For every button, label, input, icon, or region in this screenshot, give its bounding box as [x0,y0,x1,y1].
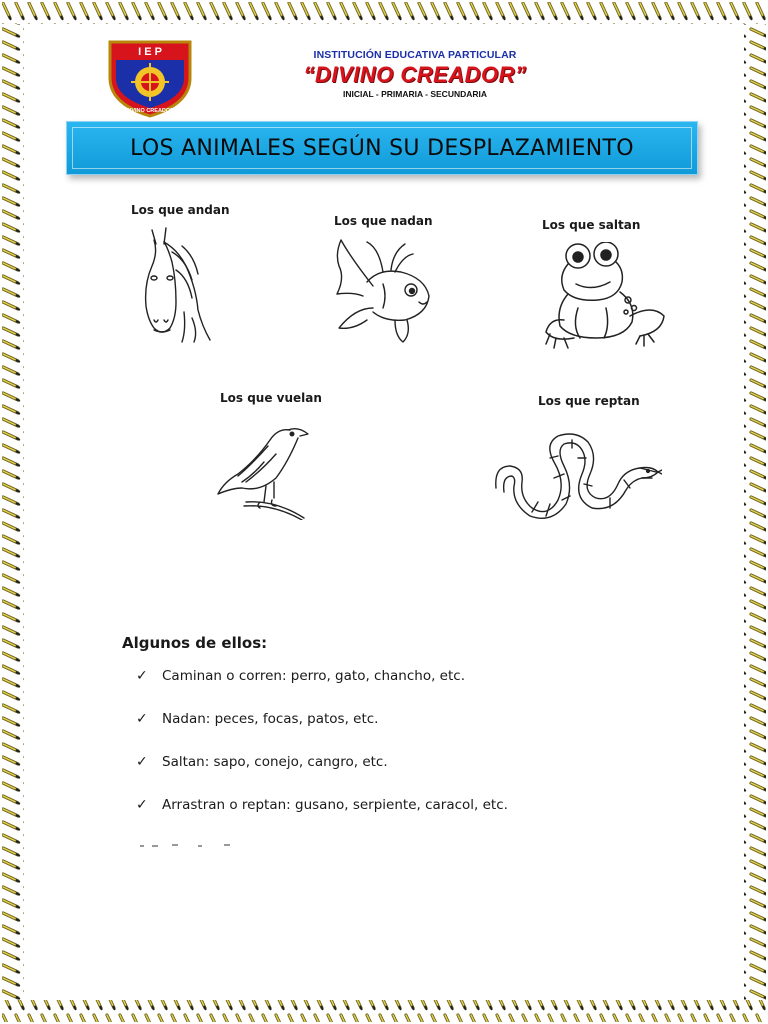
bird-icon [216,418,314,520]
checkmark-icon: ✓ [136,668,148,684]
frog-icon [544,242,668,352]
school-name: “DIVINO CREADOR” [303,62,527,87]
list-item [136,797,508,840]
cut-off-text-fragment [138,842,238,848]
list-item [136,711,508,754]
snake-icon [492,428,662,522]
school-levels: INICIAL - PRIMARIA - SECUNDARIA [342,89,488,99]
examples-list [136,668,508,840]
caption-swim: Los que nadan [334,214,433,228]
horse-icon [132,222,220,346]
checkmark-icon: ✓ [136,711,148,727]
school-type: INSTITUCIÓN EDUCATIVA PARTICULAR [313,49,517,61]
badge-motto: "DIVINO CREADOR" [123,108,177,114]
fish-icon [333,236,433,344]
list-item-text: Nadan: peces, focas, patos, etc. [162,711,379,727]
caption-crawl: Los que reptan [538,394,640,408]
caption-walk: Los que andan [131,203,230,217]
caption-jump: Los que saltan [542,218,641,232]
list-item-text: Arrastran o reptan: gusano, serpiente, caracol, etc. [162,797,508,813]
caption-fly: Los que vuelan [220,391,322,405]
school-header [250,49,580,99]
badge-letters: I E P [138,46,162,58]
list-item [136,668,508,711]
examples-heading: Algunos de ellos: [122,634,268,652]
title-banner [66,121,698,175]
school-logo [106,38,194,118]
list-item-text: Caminan o corren: perro, gato, chancho, etc. [162,668,465,684]
checkmark-icon: ✓ [136,797,148,813]
list-item-text: Saltan: sapo, conejo, cangro, etc. [162,754,388,770]
list-item [136,754,508,797]
page-title: LOS ANIMALES SEGÚN SU DESPLAZAMIENTO [130,135,634,161]
checkmark-icon: ✓ [136,754,148,770]
